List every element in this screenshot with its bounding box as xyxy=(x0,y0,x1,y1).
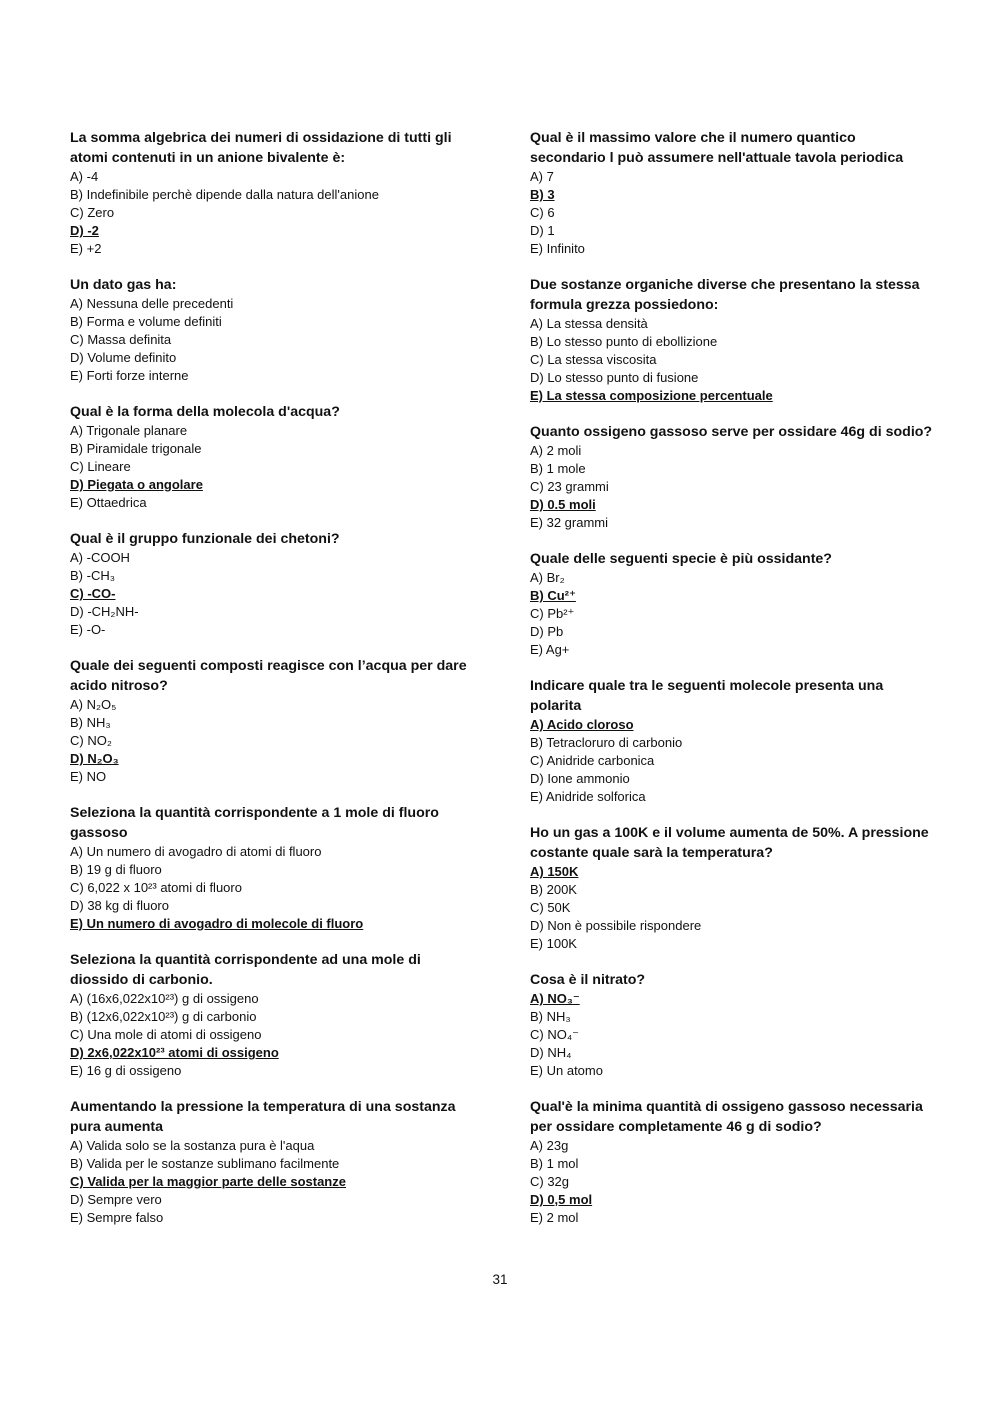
question-block xyxy=(70,402,480,512)
answer-option: D) Non è possibile rispondere xyxy=(530,918,702,933)
answer-option: E) Sempre falso xyxy=(70,1210,164,1225)
question-block xyxy=(70,803,480,933)
question-title: La somma algebrica dei numeri di ossidazione di tutti gli atomi contenuti in un anione bivalente è: xyxy=(70,130,452,166)
answer-option: E) Anidride solforica xyxy=(530,789,646,804)
answer-option: C) Una mole di atomi di ossigeno xyxy=(70,1027,262,1042)
answer-option: A) Nessuna delle precedenti xyxy=(70,296,234,311)
correct-answer-option: D) Piegata o angolare xyxy=(70,477,203,492)
answer-option: A) 2 moli xyxy=(530,443,582,458)
answer-option: E) 2 mol xyxy=(530,1210,579,1225)
correct-answer-option: A) 150K xyxy=(530,864,579,879)
question-block xyxy=(530,676,935,806)
page-number: 31 xyxy=(492,1272,508,1287)
answer-option: C) 6 xyxy=(530,205,555,220)
answer-option: B) -CH₃ xyxy=(70,568,116,583)
question-title: Cosa è il nitrato? xyxy=(530,972,646,988)
answer-option: D) NH₄ xyxy=(530,1045,572,1060)
answer-option: C) 6,022 x 10²³ atomi di fluoro xyxy=(70,880,242,895)
question-title: Indicare quale tra le seguenti molecole presenta una polarita xyxy=(530,678,884,714)
answer-options xyxy=(70,696,480,786)
answer-option: B) 1 mol xyxy=(530,1156,579,1171)
correct-answer-option: B) 3 xyxy=(530,187,555,202)
answer-option: B) 19 g di fluoro xyxy=(70,862,162,877)
answer-option: B) NH₃ xyxy=(70,715,111,730)
answer-option: C) Anidride carbonica xyxy=(530,753,655,768)
answer-option: A) (16x6,022x10²³) g di ossigeno xyxy=(70,991,259,1006)
answer-options xyxy=(70,843,480,933)
question-title: Aumentando la pressione la temperatura di una sostanza pura aumenta xyxy=(70,1099,456,1135)
question-block xyxy=(70,128,480,258)
question-block xyxy=(70,656,480,786)
question-block xyxy=(530,422,935,532)
answer-option: D) Sempre vero xyxy=(70,1192,162,1207)
question-title: Un dato gas ha: xyxy=(70,277,177,293)
answer-option: E) 32 grammi xyxy=(530,515,609,530)
answer-options xyxy=(70,422,480,512)
answer-option: B) 1 mole xyxy=(530,461,586,476)
correct-answer-option: E) La stessa composizione percentuale xyxy=(530,388,773,403)
answer-option: B) NH₃ xyxy=(530,1009,571,1024)
answer-options xyxy=(530,315,935,405)
answer-option: B) Forma e volume definiti xyxy=(70,314,222,329)
question-block xyxy=(530,970,935,1080)
answer-option: B) 200K xyxy=(530,882,577,897)
answer-options xyxy=(70,549,480,639)
answer-option: A) Br₂ xyxy=(530,570,565,585)
answer-option: D) -CH₂NH- xyxy=(70,604,139,619)
answer-options xyxy=(530,863,935,953)
question-title: Quale dei seguenti composti reagisce con l’acqua per dare acido nitroso? xyxy=(70,658,467,694)
answer-options xyxy=(530,1137,935,1227)
answer-option: A) -COOH xyxy=(70,550,130,565)
question-title: Qual è il gruppo funzionale dei chetoni? xyxy=(70,531,340,547)
answer-option: D) Volume definito xyxy=(70,350,177,365)
right-column xyxy=(530,128,935,1244)
answer-option: A) La stessa densità xyxy=(530,316,648,331)
answer-option: A) 23g xyxy=(530,1138,569,1153)
answer-option: C) Pb²⁺ xyxy=(530,606,575,621)
question-title: Seleziona la quantità corrispondente a 1 mole di fluoro gassoso xyxy=(70,805,439,841)
answer-option: E) -O- xyxy=(70,622,106,637)
answer-options xyxy=(70,1137,480,1227)
correct-answer-option: A) Acido cloroso xyxy=(530,717,634,732)
answer-options xyxy=(530,990,935,1080)
answer-option: E) Ottaedrica xyxy=(70,495,147,510)
question-title: Qual è il massimo valore che il numero quantico secondario l può assumere nell'attuale tavola periodica xyxy=(530,130,904,166)
answer-option: E) Ag+ xyxy=(530,642,570,657)
question-block xyxy=(530,275,935,405)
answer-option: B) Tetracloruro di carbonio xyxy=(530,735,683,750)
correct-answer-option: C) -CO- xyxy=(70,586,116,601)
answer-options xyxy=(530,716,935,806)
answer-option: A) N₂O₅ xyxy=(70,697,117,712)
correct-answer-option: D) -2 xyxy=(70,223,99,238)
question-title: Qual è la forma della molecola d'acqua? xyxy=(70,404,340,420)
answer-option: E) Infinito xyxy=(530,241,585,256)
question-block xyxy=(70,529,480,639)
answer-option: E) Un atomo xyxy=(530,1063,603,1078)
answer-option: B) Lo stesso punto di ebollizione xyxy=(530,334,718,349)
answer-option: C) Zero xyxy=(70,205,115,220)
answer-option: C) Lineare xyxy=(70,459,131,474)
answer-option: B) Indefinibile perchè dipende dalla natura dell'anione xyxy=(70,187,379,202)
answer-options xyxy=(530,442,935,532)
answer-option: B) (12x6,022x10²³) g di carbonio xyxy=(70,1009,257,1024)
answer-option: C) Massa definita xyxy=(70,332,172,347)
answer-option: E) 100K xyxy=(530,936,577,951)
question-block xyxy=(530,128,935,258)
correct-answer-option: D) 2x6,022x10²³ atomi di ossigeno xyxy=(70,1045,279,1060)
answer-option: E) Forti forze interne xyxy=(70,368,189,383)
answer-option: C) 23 grammi xyxy=(530,479,609,494)
question-block xyxy=(530,1097,935,1227)
answer-option: A) 7 xyxy=(530,169,554,184)
answer-option: A) Trigonale planare xyxy=(70,423,188,438)
answer-option: E) +2 xyxy=(70,241,102,256)
answer-options xyxy=(530,168,935,258)
answer-option: A) -4 xyxy=(70,169,99,184)
answer-option: D) Ione ammonio xyxy=(530,771,630,786)
correct-answer-option: A) NO₃⁻ xyxy=(530,991,580,1006)
answer-options xyxy=(70,295,480,385)
answer-option: C) La stessa viscosita xyxy=(530,352,657,367)
question-block xyxy=(70,950,480,1080)
answer-option: C) NO₄⁻ xyxy=(530,1027,579,1042)
answer-option: C) 32g xyxy=(530,1174,570,1189)
correct-answer-option: B) Cu²⁺ xyxy=(530,588,576,603)
answer-option: D) 1 xyxy=(530,223,555,238)
question-block xyxy=(530,823,935,953)
answer-option: E) NO xyxy=(70,769,107,784)
correct-answer-option: E) Un numero di avogadro di molecole di fluoro xyxy=(70,916,364,931)
answer-option: B) Piramidale trigonale xyxy=(70,441,202,456)
answer-option: B) Valida per le sostanze sublimano facilmente xyxy=(70,1156,340,1171)
answer-option: D) Pb xyxy=(530,624,564,639)
question-block xyxy=(70,1097,480,1227)
answer-options xyxy=(70,168,480,258)
question-block xyxy=(530,549,935,659)
correct-answer-option: D) 0.5 moli xyxy=(530,497,596,512)
left-column xyxy=(70,128,480,1244)
correct-answer-option: C) Valida per la maggior parte delle sostanze xyxy=(70,1174,346,1189)
correct-answer-option: D) N₂O₃ xyxy=(70,751,119,766)
answer-option: C) NO₂ xyxy=(70,733,112,748)
question-title: Due sostanze organiche diverse che presentano la stessa formula grezza possiedono: xyxy=(530,277,920,313)
correct-answer-option: D) 0,5 mol xyxy=(530,1192,593,1207)
answer-option: E) 16 g di ossigeno xyxy=(70,1063,182,1078)
question-title: Qual'è la minima quantità di ossigeno gassoso necessaria per ossidare completamente 46 g di sodio? xyxy=(530,1099,923,1135)
question-title: Quanto ossigeno gassoso serve per ossidare 46g di sodio? xyxy=(530,424,933,440)
answer-option: D) Lo stesso punto di fusione xyxy=(530,370,699,385)
answer-options xyxy=(530,569,935,659)
answer-option: D) 38 kg di fluoro xyxy=(70,898,169,913)
question-title: Quale delle seguenti specie è più ossidante? xyxy=(530,551,832,567)
answer-option: C) 50K xyxy=(530,900,571,915)
question-title: Seleziona la quantità corrispondente ad una mole di diossido di carbonio. xyxy=(70,952,421,988)
question-block xyxy=(70,275,480,385)
answer-option: A) Valida solo se la sostanza pura è l'aqua xyxy=(70,1138,315,1153)
answer-options xyxy=(70,990,480,1080)
answer-option: A) Un numero di avogadro di atomi di fluoro xyxy=(70,844,322,859)
question-title: Ho un gas a 100K e il volume aumenta de 50%. A pressione costante quale sarà la temperatura? xyxy=(530,825,929,861)
